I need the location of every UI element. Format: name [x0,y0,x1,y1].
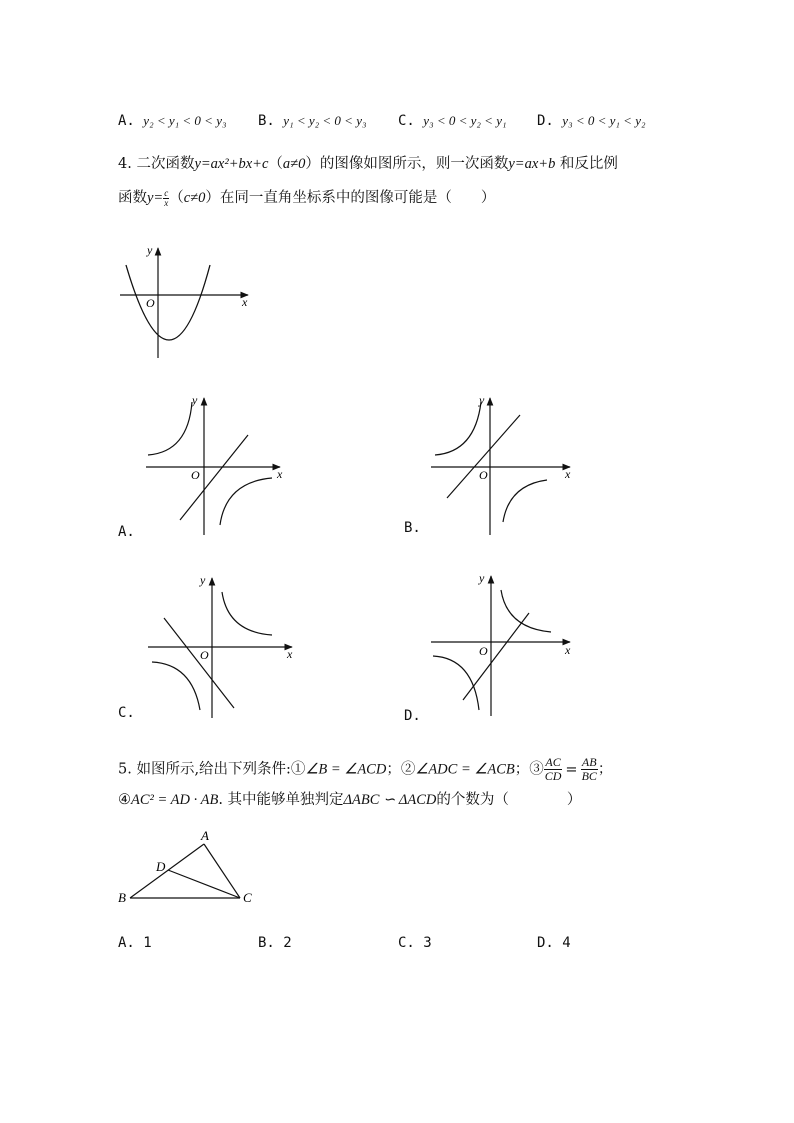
y-label: y [192,393,198,407]
q5-option-b: B. 2 [258,935,292,951]
q3-option-a: A. y₂ < y₁ < 0 < y₃ [118,113,227,129]
q3-option-c-expr: y₃ < 0 < y₂ < y₁ [423,113,507,128]
q4-inverse-fraction: $\frac{c}{x}$ [164,187,169,208]
linear-line [164,618,234,708]
side-ab [130,844,204,898]
vertex-a-label: A [201,828,209,843]
q4-choice-a-graph [140,390,290,540]
y-label: y [200,573,206,587]
origin-label: O [200,648,209,662]
x-label: x [242,295,248,309]
y-label: y [479,571,485,585]
parabola-curve [126,265,210,340]
q5-condition-3-frac-left: $\frac{AC}{CD}$ [544,755,562,783]
hyperbola-branch [220,478,272,525]
hyperbola-branch [503,480,547,522]
q5-condition-4: AC² = AD · AB [131,792,219,808]
q5-triangle-figure [112,828,272,913]
q4-choice-d-label: D. [404,708,421,724]
hyperbola-branch [501,590,551,632]
q4-parabola-graph [110,240,260,365]
q5-option-c: C. 3 [398,935,432,951]
x-label: x [565,467,571,481]
q3-option-b: B. y₁ < y₂ < 0 < y₃ [258,113,367,129]
origin-label: O [479,468,488,482]
origin-label: O [191,468,200,482]
q5-stem-line2: ④AC² = AD · AB. 其中能够单独判定ΔABC ∽ ΔACD的个数为（ ） [118,792,582,808]
hyperbola-branch [152,662,200,710]
hyperbola-branch [222,592,272,635]
origin-label: O [146,296,155,310]
vertex-b-label: B [118,890,126,905]
q3-option-d: D. y₃ < 0 < y₁ < y₂ [537,113,646,129]
q4-choice-b-label: B. [404,520,421,536]
q4-stem-line1: 4. 二次函数y=ax²+bx+c（a≠0）的图像如图所示，则一次函数y=ax+b 和反比例 [118,156,618,172]
side-ac [204,844,240,898]
y-label: y [479,393,485,407]
q3-option-b-expr: y₁ < y₂ < 0 < y₃ [283,113,367,128]
hyperbola-branch [433,656,479,710]
q4-choice-d-graph [425,568,575,718]
x-label: x [565,643,571,657]
q5-option-d: D. 4 [537,935,571,951]
q5-condition-1: ∠B = ∠ACD [305,761,387,778]
vertex-c-label: C [243,890,252,905]
q5-option-a: A. 1 [118,935,152,951]
q4-choice-c-graph [142,570,297,720]
q4-quadratic: y=ax²+bx+c [194,156,269,172]
linear-line [463,613,529,700]
point-d-label: D [156,859,166,874]
q4-choice-b-graph [425,390,575,540]
hyperbola-branch [435,402,481,455]
hyperbola-branch [148,402,192,455]
origin-label: O [479,644,488,658]
q4-choice-a-label: A. [118,524,135,540]
q4-stem-line2: 函数y= $\frac{c}{x}$ （c≠0）在同一直角坐标系中的图像可能是（ ） [118,187,496,208]
q4-choice-c-label: C. [118,705,135,721]
segment-dc [168,870,240,898]
q3-option-a-expr: y₂ < y₁ < 0 < y₃ [143,113,227,128]
q3-option-d-expr: y₃ < 0 < y₁ < y₂ [562,113,646,128]
q5-similar-triangles: ΔABC ∽ ΔACD [343,792,437,808]
q5-stem-line1: 5. 如图所示,给出下列条件:①∠B = ∠ACD；②∠ADC = ∠ACB；③ $\frac{AC}{CD}$ = $\frac{AB}{BC}$ ； [118,755,613,783]
q3-option-c: C. y₃ < 0 < y₂ < y₁ [398,113,507,129]
linear-line [447,415,520,498]
x-label: x [277,467,283,481]
y-label: y [147,243,153,257]
x-label: x [287,647,293,661]
q5-condition-2: ∠ADC = ∠ACB [415,761,515,778]
q5-condition-3-frac-right: $\frac{AB}{BC}$ [581,755,597,783]
q4-linear: y=ax+b [508,156,556,172]
